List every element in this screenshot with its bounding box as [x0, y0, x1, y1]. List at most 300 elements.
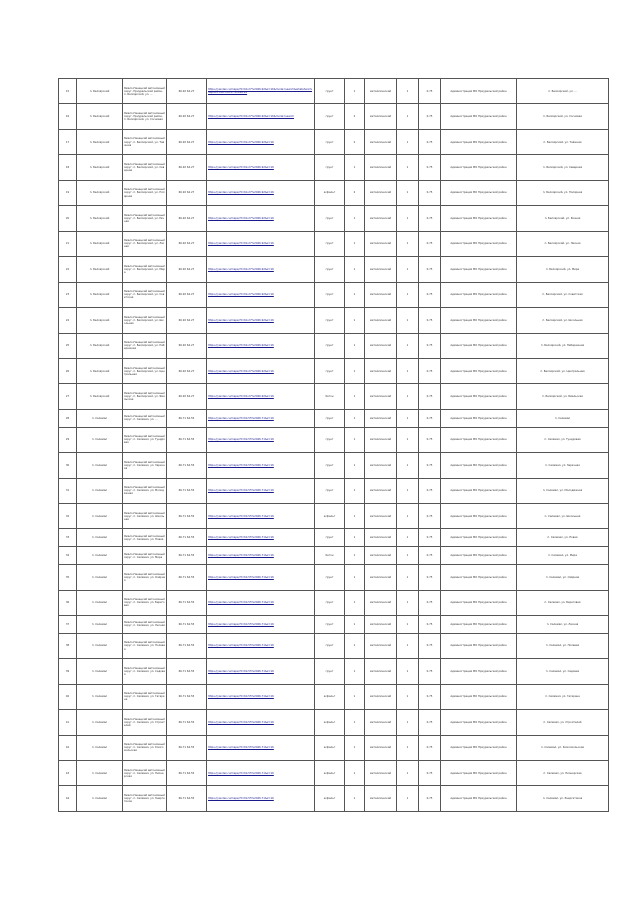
row-number: 25 — [59, 333, 77, 358]
container-type-cell: металлический — [365, 206, 397, 231]
map-link[interactable]: https://yandex.ru/maps/?ll=64.27%2C66.92&z=16 — [207, 231, 315, 256]
volume-cell: 1 — [397, 409, 419, 427]
row-number: 18 — [59, 155, 77, 180]
operator-cell: Администрация МО Приуральский район — [441, 659, 517, 684]
container-type-cell: металлический — [365, 615, 397, 633]
frequency-cell: 0,75 — [419, 615, 441, 633]
locality-cell: п. Белоярский — [77, 104, 123, 129]
container-type-cell: металлический — [365, 710, 397, 735]
surface-cell: грунт — [315, 308, 345, 333]
map-link[interactable]: https://yandex.ru/maps/?ll=64.27%2C66.92&z=16 — [207, 206, 315, 231]
frequency-cell: 0,75 — [419, 206, 441, 231]
surface-cell: асфальт — [315, 504, 345, 529]
served-area-cell: п. Салемал, ул. Комсомольская — [517, 735, 609, 760]
coordinates-cell: 66.71 64.55 — [167, 659, 207, 684]
volume-cell: 1 — [397, 761, 419, 786]
row-number: 37 — [59, 615, 77, 633]
map-link[interactable]: https://yandex.ru/maps/?ll=64.55%2C66.71&z=16 — [207, 565, 315, 590]
coordinates-cell: 66.92 64.27 — [167, 358, 207, 383]
frequency-cell: 0,75 — [419, 257, 441, 282]
operator-cell: Администрация МО Приуральский район — [441, 633, 517, 658]
container-type-cell: металлический — [365, 478, 397, 503]
coordinates-cell: 66.71 64.55 — [167, 684, 207, 709]
volume-cell: 1 — [397, 547, 419, 565]
address-cell: Ямало-Ненецкий автономный округ, п. Салемал, ул. Гагарина — [123, 684, 167, 709]
container-type-cell: металлический — [365, 529, 397, 547]
served-area-cell: п. Салемал, ул. Тундровая — [517, 427, 609, 452]
container-type-cell: металлический — [365, 409, 397, 427]
container-count-cell: 1 — [345, 615, 365, 633]
operator-cell: Администрация МО Приуральский район — [441, 180, 517, 205]
volume-cell: 1 — [397, 786, 419, 812]
table-row — [59, 104, 609, 129]
surface-cell: грунт — [315, 104, 345, 129]
locality-cell: п. Белоярский — [77, 79, 123, 104]
address-cell: Ямало-Ненецкий автономный округ, п. Белоярский, ул. Набережная — [123, 333, 167, 358]
table-row — [59, 453, 609, 478]
volume-cell: 1 — [397, 529, 419, 547]
container-count-cell: 1 — [345, 453, 365, 478]
operator-cell: Администрация МО Приуральский район — [441, 384, 517, 409]
locality-cell: п. Салемал — [77, 427, 123, 452]
row-number: 39 — [59, 659, 77, 684]
surface-cell: бетон — [315, 547, 345, 565]
table-row — [59, 633, 609, 658]
coordinates-cell: 66.92 64.27 — [167, 155, 207, 180]
map-link[interactable]: https://yandex.ru/maps/?ll=64.27%2C66.92&z=16 — [207, 333, 315, 358]
served-area-cell: п. Белоярский, ул. Советская — [517, 282, 609, 307]
address-cell: Ямало-Ненецкий автономный округ, п. Салемал, ул. Новая — [123, 529, 167, 547]
frequency-cell: 0,75 — [419, 308, 441, 333]
address-cell: Ямало-Ненецкий автономный округ, Приуральский район, п. Белоярский, ул. ... — [123, 79, 167, 104]
operator-cell: Администрация МО Приуральский район — [441, 529, 517, 547]
row-number: 27 — [59, 384, 77, 409]
served-area-cell: п. Салемал, ул. Молодёжная — [517, 478, 609, 503]
map-link[interactable]: https://yandex.ru/maps/?ll=64.27%2C66.92&z=16 — [207, 282, 315, 307]
container-count-cell: 2 — [345, 129, 365, 154]
address-cell: Ямало-Ненецкий автономный округ, п. Салемал, ул. Молодёжная — [123, 478, 167, 503]
container-count-cell: 1 — [345, 547, 365, 565]
address-cell: Ямало-Ненецкий автономный округ, п. Салемал, ул. Озёрная — [123, 565, 167, 590]
locality-cell: п. Салемал — [77, 590, 123, 615]
coordinates-cell: 66.71 64.55 — [167, 590, 207, 615]
served-area-cell: п. Салемал, ул. Пионерская — [517, 761, 609, 786]
frequency-cell: 0,75 — [419, 358, 441, 383]
address-cell: Ямало-Ненецкий автономный округ, п. Салемал, ул. Комсомольская — [123, 735, 167, 760]
address-cell: Ямало-Ненецкий автономный округ, п. Белоярский, ул. Школьная — [123, 308, 167, 333]
map-link[interactable]: https://yandex.ru/maps/?ll=64.27%2C66.92&z=16 — [207, 308, 315, 333]
coordinates-cell: 66.92 64.27 — [167, 129, 207, 154]
table-row — [59, 547, 609, 565]
coordinates-cell: 66.92 64.27 — [167, 104, 207, 129]
surface-cell: асфальт — [315, 180, 345, 205]
operator-cell: Администрация МО Приуральский район — [441, 786, 517, 812]
surface-cell: бетон — [315, 384, 345, 409]
coordinates-cell: 66.71 64.55 — [167, 547, 207, 565]
volume-cell: 1 — [397, 710, 419, 735]
operator-cell: Администрация МО Приуральский район — [441, 358, 517, 383]
table-row — [59, 409, 609, 427]
coordinates-cell: 66.71 64.55 — [167, 615, 207, 633]
volume-cell: 1 — [397, 478, 419, 503]
container-type-cell: металлический — [365, 427, 397, 452]
table-row — [59, 565, 609, 590]
frequency-cell: 0,75 — [419, 478, 441, 503]
coordinates-cell: 66.92 64.27 — [167, 79, 207, 104]
container-type-cell: металлический — [365, 231, 397, 256]
locality-cell: п. Салемал — [77, 684, 123, 709]
map-link[interactable]: https://yandex.ru/maps/?ll=64.55%2C66.71&z=16 — [207, 427, 315, 452]
map-link[interactable]: https://yandex.ru/maps/?ll=64.55%2C66.71&z=16 — [207, 633, 315, 658]
locality-cell: п. Белоярский — [77, 206, 123, 231]
frequency-cell: 0,75 — [419, 104, 441, 129]
operator-cell: Администрация МО Приуральский район — [441, 257, 517, 282]
volume-cell: 1 — [397, 155, 419, 180]
volume-cell: 1 — [397, 180, 419, 205]
volume-cell: 1 — [397, 590, 419, 615]
operator-cell: Администрация МО Приуральский район — [441, 504, 517, 529]
served-area-cell: п. Белоярский, ул. Центральная — [517, 358, 609, 383]
served-area-cell: п. Салемал, ул. Строителей — [517, 710, 609, 735]
map-link[interactable]: https://yandex.ru/maps/?ll=64.55%2C66.71&z=16 — [207, 684, 315, 709]
served-area-cell: п. Белоярский, ул. Полярная — [517, 180, 609, 205]
operator-cell: Администрация МО Приуральский район — [441, 79, 517, 104]
locality-cell: п. Салемал — [77, 547, 123, 565]
volume-cell: 1 — [397, 384, 419, 409]
container-type-cell: металлический — [365, 761, 397, 786]
locality-cell: п. Салемал — [77, 453, 123, 478]
operator-cell: Администрация МО Приуральский район — [441, 590, 517, 615]
table-row — [59, 282, 609, 307]
coordinates-cell: 66.92 64.27 — [167, 384, 207, 409]
volume-cell: 1 — [397, 358, 419, 383]
frequency-cell: 0,75 — [419, 129, 441, 154]
address-cell: Ямало-Ненецкий автономный округ, п. Салемал, ул. Мира — [123, 547, 167, 565]
coordinates-cell: 66.92 64.27 — [167, 206, 207, 231]
container-type-cell: металлический — [365, 384, 397, 409]
table-row — [59, 684, 609, 709]
volume-cell: 1 — [397, 615, 419, 633]
container-type-cell: металлический — [365, 735, 397, 760]
served-area-cell: п. Салемал — [517, 409, 609, 427]
row-number: 24 — [59, 308, 77, 333]
operator-cell: Администрация МО Приуральский район — [441, 684, 517, 709]
container-count-cell: 1 — [345, 659, 365, 684]
surface-cell: грунт — [315, 615, 345, 633]
volume-cell: 1 — [397, 684, 419, 709]
coordinates-cell: 66.92 64.27 — [167, 282, 207, 307]
row-number: 35 — [59, 565, 77, 590]
container-type-cell: металлический — [365, 565, 397, 590]
map-link[interactable]: https://yandex.ru/maps/?ll=64.27%2C66.92&z=16 — [207, 155, 315, 180]
map-link[interactable]: https://yandex.ru/maps/?ll=64.55%2C66.71&z=16 — [207, 590, 315, 615]
served-area-cell: п. Белоярский, ул. Речная — [517, 206, 609, 231]
table-row — [59, 155, 609, 180]
container-count-cell: 1 — [345, 155, 365, 180]
row-number: 31 — [59, 478, 77, 503]
row-number: 19 — [59, 180, 77, 205]
surface-cell: грунт — [315, 358, 345, 383]
operator-cell: Администрация МО Приуральский район — [441, 478, 517, 503]
operator-cell: Администрация МО Приуральский район — [441, 761, 517, 786]
container-count-cell: 1 — [345, 282, 365, 307]
volume-cell: 1 — [397, 129, 419, 154]
address-cell: Ямало-Ненецкий автономный округ, п. Салемал, ул. Школьная — [123, 504, 167, 529]
container-count-cell: 2 — [345, 180, 365, 205]
surface-cell: асфальт — [315, 761, 345, 786]
address-cell: Ямало-Ненецкий автономный округ, п. Салемал, ул. Заречная — [123, 453, 167, 478]
container-type-cell: металлический — [365, 684, 397, 709]
table-row — [59, 129, 609, 154]
frequency-cell: 0,75 — [419, 384, 441, 409]
frequency-cell: 0,75 — [419, 710, 441, 735]
row-number: 33 — [59, 529, 77, 547]
table-row — [59, 786, 609, 812]
surface-cell: грунт — [315, 79, 345, 104]
container-count-cell: 1 — [345, 761, 365, 786]
address-cell: Ямало-Ненецкий автономный округ, Приуральский район, п. Белоярский, ул. Сосновая — [123, 104, 167, 129]
served-area-cell: п. Белоярский, ул. Сосновая — [517, 104, 609, 129]
coordinates-cell: 66.71 64.55 — [167, 409, 207, 427]
container-count-cell: 1 — [345, 529, 365, 547]
row-number: 15 — [59, 79, 77, 104]
map-link[interactable]: https://yandex.ru/maps/?ll=64.55%2C66.71&z=16 — [207, 409, 315, 427]
map-link[interactable]: https://yandex.ru/maps/?ll=64.55%2C66.71&z=16 — [207, 615, 315, 633]
address-cell: Ямало-Ненецкий автономный округ, п. Салемал, ул. Лесная — [123, 615, 167, 633]
table-row — [59, 308, 609, 333]
operator-cell: Администрация МО Приуральский район — [441, 155, 517, 180]
container-type-cell: металлический — [365, 308, 397, 333]
map-link[interactable]: https://yandex.ru/maps/?ll=64.27%2C66.92&z=16 — [207, 180, 315, 205]
frequency-cell: 0,75 — [419, 786, 441, 812]
coordinates-cell: 66.92 64.27 — [167, 308, 207, 333]
served-area-cell: п. Салемал, ул. Новая — [517, 529, 609, 547]
container-type-cell: металлический — [365, 659, 397, 684]
frequency-cell: 0,75 — [419, 180, 441, 205]
locality-cell: п. Белоярский — [77, 180, 123, 205]
frequency-cell: 0,75 — [419, 427, 441, 452]
volume-cell: 1 — [397, 633, 419, 658]
container-type-cell: металлический — [365, 104, 397, 129]
container-type-cell: металлический — [365, 180, 397, 205]
locality-cell: п. Салемал — [77, 529, 123, 547]
container-count-cell: 1 — [345, 231, 365, 256]
table-row — [59, 384, 609, 409]
map-link[interactable]: https://yandex.ru/maps/?ll=64.55%2C66.71&z=16 — [207, 761, 315, 786]
surface-cell: грунт — [315, 529, 345, 547]
container-type-cell: металлический — [365, 504, 397, 529]
row-number: 38 — [59, 633, 77, 658]
frequency-cell: 0,75 — [419, 565, 441, 590]
volume-cell: 1 — [397, 453, 419, 478]
map-link[interactable]: https://yandex.ru/maps/?ll=64.27%2C66.92&z=16 — [207, 257, 315, 282]
coordinates-cell: 66.71 64.55 — [167, 453, 207, 478]
table-row — [59, 529, 609, 547]
container-type-cell: металлический — [365, 453, 397, 478]
container-count-cell: 1 — [345, 409, 365, 427]
frequency-cell: 0,75 — [419, 590, 441, 615]
container-count-cell: 1 — [345, 358, 365, 383]
address-cell: Ямало-Ненецкий автономный округ, п. Белоярский, ул. Северная — [123, 155, 167, 180]
map-link[interactable]: https://yandex.ru/maps/?ll=64.55%2C66.71&z=16 — [207, 478, 315, 503]
address-cell: Ямало-Ненецкий автономный округ, п. Салемал, ул. Пионерская — [123, 761, 167, 786]
frequency-cell: 0,75 — [419, 333, 441, 358]
container-count-cell: 2 — [345, 104, 365, 129]
locality-cell: п. Салемал — [77, 735, 123, 760]
served-area-cell: п. Салемал, ул. Полевая — [517, 633, 609, 658]
map-link[interactable]: https://yandex.ru/maps/?ll=64.55%2C66.71&z=16 — [207, 547, 315, 565]
table-row — [59, 615, 609, 633]
surface-cell: асфальт — [315, 786, 345, 812]
row-number: 36 — [59, 590, 77, 615]
container-count-cell: 1 — [345, 565, 365, 590]
row-number: 29 — [59, 427, 77, 452]
container-count-cell: 1 — [345, 384, 365, 409]
surface-cell: асфальт — [315, 735, 345, 760]
coordinates-cell: 66.92 64.27 — [167, 231, 207, 256]
row-number: 16 — [59, 104, 77, 129]
container-count-cell: 1 — [345, 478, 365, 503]
volume-cell: 1 — [397, 504, 419, 529]
map-link[interactable]: https://yandex.ru/maps/?ll=64.27%2C66.92&z=16 — [207, 358, 315, 383]
map-link[interactable]: https://yandex.ru/maps/?ll=64.55%2C66.71&z=16 — [207, 710, 315, 735]
operator-cell: Администрация МО Приуральский район — [441, 565, 517, 590]
map-link[interactable]: https://yandex.ru/maps/?ll=64.27%2C66.92&z=16&mode=search&whatshere%5Bpoint%5D=64.27%2C66.92 — [207, 79, 315, 104]
table-row — [59, 358, 609, 383]
surface-cell: грунт — [315, 257, 345, 282]
served-area-cell: п. Салемал, ул. Энергетиков — [517, 786, 609, 812]
volume-cell: 1 — [397, 735, 419, 760]
row-number: 20 — [59, 206, 77, 231]
volume-cell: 1 — [397, 659, 419, 684]
surface-cell: грунт — [315, 478, 345, 503]
map-link[interactable]: https://yandex.ru/maps/?ll=64.55%2C66.71&z=16 — [207, 735, 315, 760]
coordinates-cell: 66.92 64.27 — [167, 257, 207, 282]
coordinates-cell: 66.71 64.55 — [167, 478, 207, 503]
locality-cell: п. Белоярский — [77, 282, 123, 307]
surface-cell: грунт — [315, 231, 345, 256]
locality-cell: п. Салемал — [77, 615, 123, 633]
served-area-cell: п. Салемал, ул. Заречная — [517, 453, 609, 478]
served-area-cell: п. Салемал, ул. Садовая — [517, 659, 609, 684]
operator-cell: Администрация МО Приуральский район — [441, 104, 517, 129]
container-count-cell: 1 — [345, 206, 365, 231]
volume-cell: 1 — [397, 333, 419, 358]
address-cell: Ямало-Ненецкий автономный округ, п. Белоярский, ул. Мира — [123, 257, 167, 282]
container-type-cell: металлический — [365, 129, 397, 154]
coordinates-cell: 66.71 64.55 — [167, 761, 207, 786]
row-number: 42 — [59, 735, 77, 760]
served-area-cell: п. Белоярский, ул. Школьная — [517, 308, 609, 333]
served-area-cell: п. Салемал, ул. Лесная — [517, 615, 609, 633]
frequency-cell: 0,75 — [419, 659, 441, 684]
address-cell: Ямало-Ненецкий автономный округ, п. Белоярский, ул. Центральная — [123, 358, 167, 383]
map-link[interactable]: https://yandex.ru/maps/?ll=64.27%2C66.92&z=16 — [207, 129, 315, 154]
locality-cell: п. Белоярский — [77, 257, 123, 282]
frequency-cell: 0,75 — [419, 547, 441, 565]
served-area-cell: п. Белоярский, ул. Лесная — [517, 231, 609, 256]
container-type-cell: металлический — [365, 155, 397, 180]
surface-cell: грунт — [315, 565, 345, 590]
locality-cell: п. Белоярский — [77, 333, 123, 358]
locality-cell: п. Салемал — [77, 565, 123, 590]
table-row — [59, 231, 609, 256]
served-area-cell: п. Салемал, ул. Береговая — [517, 590, 609, 615]
row-number: 34 — [59, 547, 77, 565]
table-row — [59, 659, 609, 684]
row-number: 40 — [59, 684, 77, 709]
surface-cell: асфальт — [315, 684, 345, 709]
row-number: 30 — [59, 453, 77, 478]
container-count-cell: 1 — [345, 590, 365, 615]
surface-cell: грунт — [315, 427, 345, 452]
locality-cell: п. Белоярский — [77, 155, 123, 180]
map-link[interactable]: https://yandex.ru/maps/?ll=64.27%2C66.92&z=16 — [207, 384, 315, 409]
coordinates-cell: 66.71 64.55 — [167, 710, 207, 735]
map-link[interactable]: https://yandex.ru/maps/?ll=64.55%2C66.71&z=16 — [207, 453, 315, 478]
row-number: 26 — [59, 358, 77, 383]
address-cell: Ямало-Ненецкий автономный округ, п. Салемал, ул. Энергетиков — [123, 786, 167, 812]
map-link[interactable]: https://yandex.ru/maps/?ll=64.27%2C66.92&z=16&mode=search — [207, 104, 315, 129]
volume-cell: 1 — [397, 231, 419, 256]
frequency-cell: 0,75 — [419, 231, 441, 256]
served-area-cell: п. Белоярский, ул. Таёжная — [517, 129, 609, 154]
locality-cell: п. Белоярский — [77, 358, 123, 383]
table-row — [59, 180, 609, 205]
container-type-cell: металлический — [365, 590, 397, 615]
table-row — [59, 710, 609, 735]
operator-cell: Администрация МО Приуральский район — [441, 547, 517, 565]
served-area-cell: п. Белоярский, ул. ... — [517, 79, 609, 104]
coordinates-cell: 66.71 64.55 — [167, 735, 207, 760]
surface-cell: асфальт — [315, 710, 345, 735]
map-link[interactable]: https://yandex.ru/maps/?ll=64.55%2C66.71&z=16 — [207, 529, 315, 547]
address-cell: Ямало-Ненецкий автономный округ, п. Салемал, ул. Строителей — [123, 710, 167, 735]
frequency-cell: 0,75 — [419, 79, 441, 104]
table-row — [59, 590, 609, 615]
container-count-cell: 1 — [345, 427, 365, 452]
surface-cell: грунт — [315, 333, 345, 358]
frequency-cell: 0,75 — [419, 282, 441, 307]
address-cell: Ямало-Ненецкий автономный округ, п. Белоярский, ул. Советская — [123, 282, 167, 307]
map-link[interactable]: https://yandex.ru/maps/?ll=64.55%2C66.71&z=16 — [207, 786, 315, 812]
address-cell: Ямало-Ненецкий автономный округ, п. Белоярский, ул. Ямальская — [123, 384, 167, 409]
row-number: 43 — [59, 761, 77, 786]
volume-cell: 1 — [397, 104, 419, 129]
container-count-cell: 1 — [345, 633, 365, 658]
table-row — [59, 427, 609, 452]
address-cell: Ямало-Ненецкий автономный округ, п. Салемал, ул. Тундровая — [123, 427, 167, 452]
operator-cell: Администрация МО Приуральский район — [441, 282, 517, 307]
container-count-cell: 1 — [345, 684, 365, 709]
row-number: 22 — [59, 257, 77, 282]
operator-cell: Администрация МО Приуральский район — [441, 129, 517, 154]
locality-cell: п. Салемал — [77, 710, 123, 735]
table-row — [59, 206, 609, 231]
surface-cell: грунт — [315, 633, 345, 658]
locality-cell: п. Белоярский — [77, 129, 123, 154]
container-count-cell: 1 — [345, 79, 365, 104]
container-type-cell: металлический — [365, 786, 397, 812]
address-cell: Ямало-Ненецкий автономный округ, п. Салемал, ул. Полевая — [123, 633, 167, 658]
surface-cell: грунт — [315, 590, 345, 615]
locality-cell: п. Салемал — [77, 786, 123, 812]
map-link[interactable]: https://yandex.ru/maps/?ll=64.55%2C66.71&z=16 — [207, 504, 315, 529]
frequency-cell: 0,75 — [419, 761, 441, 786]
address-cell: Ямало-Ненецкий автономный округ, п. Белоярский, ул. Речная — [123, 206, 167, 231]
map-link[interactable]: https://yandex.ru/maps/?ll=64.55%2C66.71&z=16 — [207, 659, 315, 684]
served-area-cell: п. Салемал, ул. Гагарина — [517, 684, 609, 709]
